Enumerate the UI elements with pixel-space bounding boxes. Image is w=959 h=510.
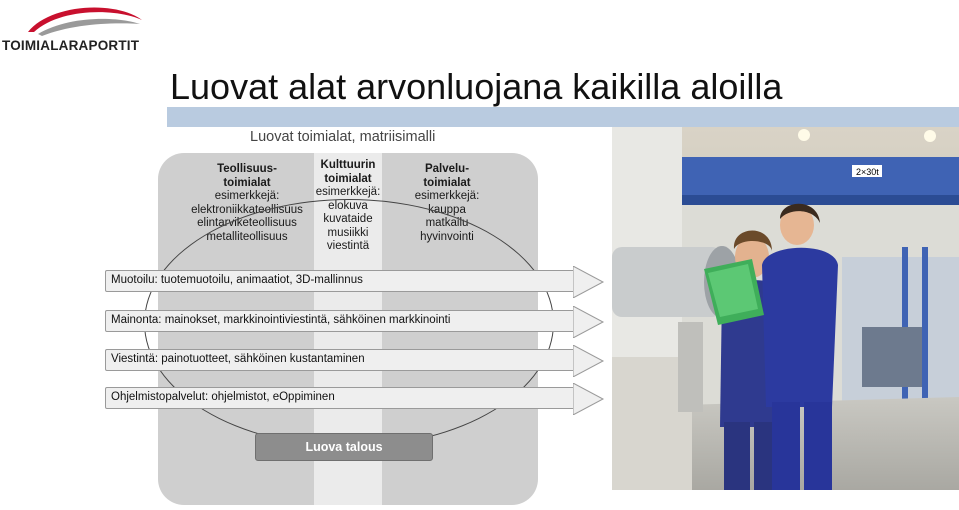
row-arrow-muotoilu [105, 266, 605, 298]
title-accent-bar [167, 107, 959, 127]
column-item: viestintä [326, 240, 370, 252]
crane-sign: 2×30t [856, 167, 879, 177]
row-arrow-ohjelmistopalvelut [105, 383, 605, 415]
factory-photo-icon [612, 127, 959, 490]
swoosh-logo-icon [20, 2, 150, 38]
factory-photo [612, 127, 959, 490]
row-label: Ohjelmistopalvelut: ohjelmistot, eOppiminen [111, 391, 335, 403]
column-sub: esimerkkejä: [414, 190, 480, 202]
diagram-title: Luovat toimialat, matriisimalli [250, 129, 436, 145]
arrow-head-icon [573, 266, 605, 298]
column-sub: esimerkkejä: [214, 190, 280, 202]
arrow-head-icon [573, 306, 605, 338]
row-label: Mainonta: mainokset, markkinointiviestintä, sähköinen markkinointi [111, 314, 451, 326]
column-heading: Palvelu- toimialat [423, 163, 471, 189]
column-item: elintarviketeollisuus [197, 217, 297, 229]
column-item: matkailu [425, 217, 469, 229]
toimialaraportit-logo [0, 0, 160, 56]
column-item: kauppa [428, 203, 466, 216]
column-heading: Kulttuurin toimialat [320, 159, 376, 185]
column-item: musiikki [327, 226, 369, 239]
creative-economy-label: Luova talous [255, 433, 433, 461]
column-item: elokuva [328, 199, 368, 212]
column-item: metalliteollisuus [206, 230, 288, 243]
page-title: Luovat alat arvonluojana kaikilla aloilla [170, 66, 783, 107]
column-item: kuvataide [323, 213, 373, 225]
column-item: hyvinvointi [420, 230, 474, 243]
row-arrow-viestinta [105, 345, 605, 377]
row-label: Muotoilu: tuotemuotoilu, animaatiot, 3D-mallinnus [111, 274, 363, 286]
logo-text: TOIMIALARAPORTIT [2, 38, 140, 53]
column-item: elektroniikkateollisuus [191, 203, 303, 216]
row-arrow-mainonta [105, 306, 605, 338]
arrow-head-icon [573, 383, 605, 415]
column-heading: Teollisuus- toimialat [217, 163, 277, 189]
row-label: Viestintä: painotuotteet, sähköinen kustantaminen [111, 353, 365, 365]
arrow-head-icon [573, 345, 605, 377]
matrix-diagram [100, 127, 610, 510]
column-sub: esimerkkejä: [315, 186, 381, 198]
